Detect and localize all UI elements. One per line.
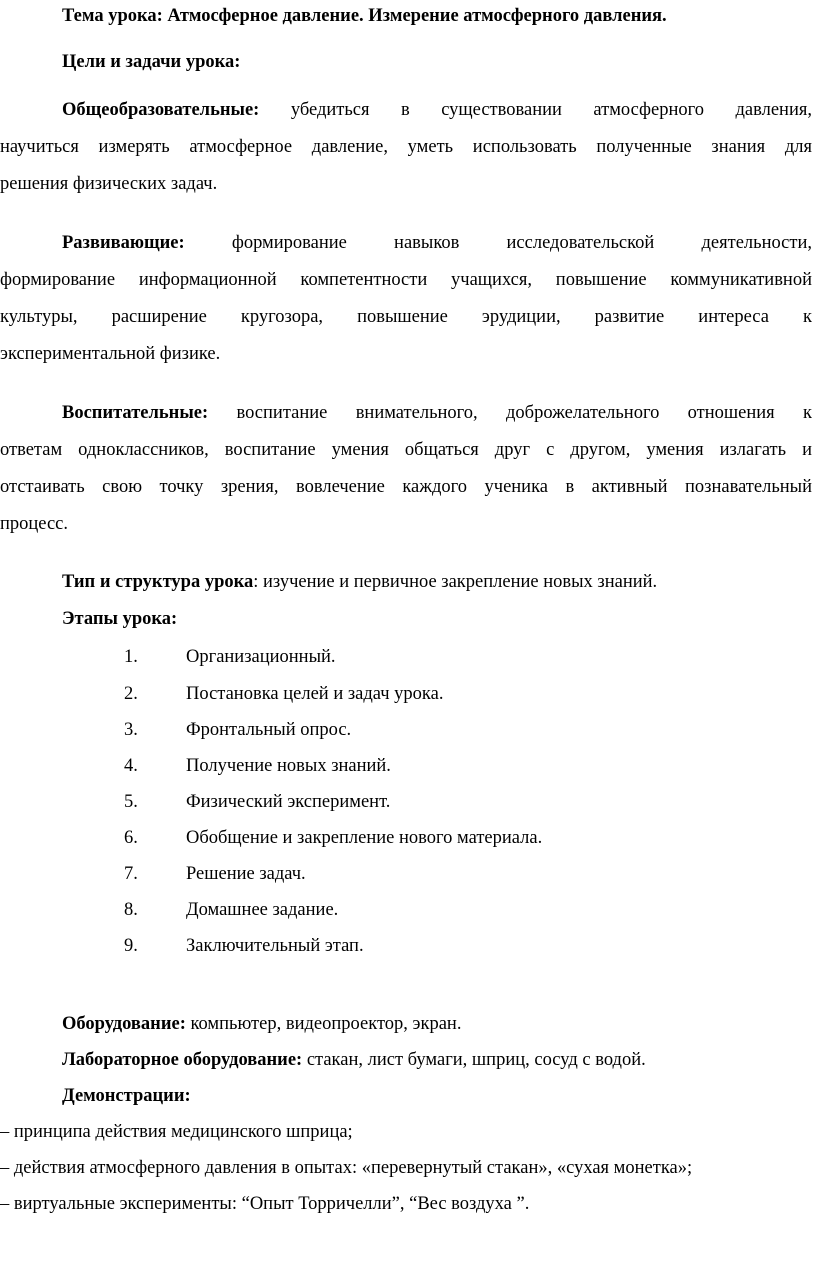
- developing-goals-line-1: [0, 231, 812, 255]
- stage-item: Решение задач.: [186, 864, 306, 884]
- stage-number: 1.: [124, 647, 138, 667]
- stage-item: Заключительный этап.: [186, 936, 364, 956]
- lab-equipment-label: Лабораторное оборудование:: [62, 1050, 303, 1070]
- stage-item: Получение новых знаний.: [186, 756, 391, 776]
- demo-item: – действия атмосферного давления в опытах: «перевернутый стакан», «сухая монетка»;: [0, 1158, 693, 1178]
- educational-goals-line-3: отстаивать свою точку зрения, вовлечение каждого ученика в активный познавательный: [0, 477, 812, 497]
- developing-goals-line-3: культуры, расширение кругозора, повышение эрудиции, развитие интереса к: [0, 307, 812, 327]
- stage-item: Домашнее задание.: [186, 900, 339, 920]
- educational-goals-line-1: [0, 401, 812, 425]
- stage-item: Фронтальный опрос.: [186, 720, 352, 740]
- general-goals-line-2: научиться измерять атмосферное давление, уметь использовать полученные знания для: [0, 137, 812, 157]
- general-goals-label: Общеобразовательные:: [62, 100, 260, 120]
- lesson-topic: [0, 4, 812, 28]
- lab-equipment-text: стакан, лист бумаги, шприц, сосуд с водой.: [302, 1050, 646, 1070]
- stage-number: 3.: [124, 720, 138, 740]
- lesson-type: [0, 570, 812, 594]
- topic-label: Тема урока:: [62, 6, 163, 26]
- demos-heading: Демонстрации:: [62, 1086, 191, 1106]
- educational-goals-line-2: ответам одноклассников, воспитание умения общаться друг с другом, умения излагать и: [0, 440, 812, 460]
- stage-number: 2.: [124, 684, 138, 704]
- general-goals-text-1: убедиться в существовании атмосферного давления,: [290, 100, 812, 120]
- educational-goals-text-1: воспитание внимательного, доброжелательного отношения к: [236, 403, 812, 423]
- demo-item: – виртуальные эксперименты: “Опыт Торричелли”, “Вес воздуха ”.: [0, 1194, 530, 1214]
- stage-item: Физический эксперимент.: [186, 792, 391, 812]
- educational-goals-label: Воспитательные:: [62, 403, 209, 423]
- lesson-type-text: : изучение и первичное закрепление новых знаний.: [253, 572, 658, 592]
- equipment: [0, 1012, 812, 1036]
- general-goals-line-1: [0, 98, 812, 122]
- equipment-label: Оборудование:: [62, 1014, 186, 1034]
- stage-item: Постановка целей и задач урока.: [186, 684, 444, 704]
- stage-number: 9.: [124, 936, 138, 956]
- lesson-type-label: Тип и структура урока: [62, 572, 254, 592]
- lab-equipment: [0, 1048, 812, 1072]
- stage-number: 4.: [124, 756, 138, 776]
- topic-text: Атмосферное давление. Измерение атмосферного давления.: [167, 6, 667, 26]
- equipment-text: компьютер, видеопроектор, экран.: [185, 1014, 462, 1034]
- developing-goals-text-1: формирование навыков исследовательской деятельности,: [231, 233, 812, 253]
- stages-heading: Этапы урока:: [62, 609, 178, 629]
- educational-goals-line-4: процесс.: [0, 514, 69, 534]
- demo-item: – принципа действия медицинского шприца;: [0, 1122, 353, 1142]
- stage-number: 8.: [124, 900, 138, 920]
- stage-item: Обобщение и закрепление нового материала.: [186, 828, 543, 848]
- stage-number: 7.: [124, 864, 138, 884]
- general-goals-line-3: решения физических задач.: [0, 174, 218, 194]
- developing-goals-line-4: экспериментальной физике.: [0, 344, 221, 364]
- developing-goals-label: Развивающие:: [62, 233, 185, 253]
- developing-goals-line-2: формирование информационной компетентности учащихся, повышение коммуникативной: [0, 270, 812, 290]
- stage-number: 6.: [124, 828, 138, 848]
- goals-heading: Цели и задачи урока:: [62, 52, 241, 72]
- stage-item: Организационный.: [186, 647, 336, 667]
- stage-number: 5.: [124, 792, 138, 812]
